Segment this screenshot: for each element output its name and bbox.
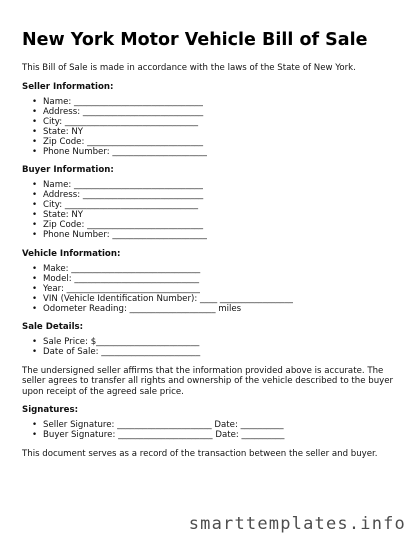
bullet-icon: • (32, 273, 38, 284)
seller-phone-field: • Phone Number: ______________________ (32, 146, 207, 157)
seller-name-field: • Name: ______________________________ (32, 97, 203, 107)
buyer-phone-field: • Phone Number: ______________________ (32, 229, 207, 240)
bullet-icon: • (32, 303, 38, 314)
vehicle-fields (22, 265, 407, 315)
signatures-section-title: Signatures: (22, 404, 79, 415)
bullet-icon: • (32, 263, 38, 274)
buyer-name-field: • Name: ______________________________ (32, 180, 203, 191)
sale-section (22, 322, 407, 358)
bullet-icon: • (32, 136, 38, 147)
buyer-zip-field: • Zip Code: ___________________________ (32, 220, 204, 231)
bullet-icon: • (32, 347, 38, 358)
bullet-icon: • (32, 293, 38, 304)
bullet-icon: • (32, 180, 38, 191)
seller-city-field: • City: _______________________________ (32, 116, 199, 127)
intro-text: This Bill of Sale is made in accordance with the laws of the State of New York. (22, 63, 356, 73)
seller-fields (22, 98, 407, 157)
seller-signature-field: • Seller Signature: ______________________ Date: __________ (32, 419, 284, 430)
bullet-icon: • (32, 97, 38, 107)
buyer-signature-field: • Buyer Signature: ______________________ Date: __________ (32, 429, 285, 440)
vehicle-section (22, 249, 407, 315)
buyer-section-title: Buyer Information: (22, 165, 114, 176)
buyer-address-field: • Address: ____________________________ (32, 190, 204, 201)
vehicle-year-field: • Year: _______________________________ (32, 283, 200, 294)
bullet-icon: • (32, 146, 38, 157)
seller-section-title: Seller Information: (22, 82, 114, 92)
bullet-icon: • (32, 220, 38, 231)
sale-section-title: Sale Details: (22, 322, 84, 333)
sale-fields (22, 338, 407, 358)
signature-fields (22, 421, 407, 441)
affirmation-text: The undersigned seller affirms that the information provided above is accurate. The seller agrees to transfer all rights and ownership of the vehicle described to the buyer upon receipt of the agreed sale price. (22, 366, 394, 397)
vehicle-model-field: • Model: _____________________________ (32, 273, 200, 284)
vehicle-odometer-field: • Odometer Reading: ____________________ miles (32, 303, 242, 314)
bullet-icon: • (32, 210, 38, 221)
bullet-icon: • (32, 429, 38, 440)
bullet-icon: • (32, 283, 38, 294)
vehicle-vin-field: • VIN (Vehicle Identification Number): ____ _________________ (32, 293, 293, 304)
bullet-icon: • (32, 419, 38, 430)
seller-zip-field: • Zip Code: ___________________________ (32, 136, 204, 147)
seller-address-field: • Address: ____________________________ (32, 106, 204, 117)
sale-price-field: • Sale Price: $________________________ (32, 337, 200, 348)
bullet-icon: • (32, 337, 38, 348)
seller-section (22, 82, 407, 157)
vehicle-section-title: Vehicle Information: (22, 248, 121, 259)
watermark: smarttemplates.info (188, 514, 406, 534)
buyer-city-field: • City: _______________________________ (32, 200, 199, 211)
document-title: New York Motor Vehicle Bill of Sale (22, 30, 368, 50)
sale-date-field: • Date of Sale: _______________________ (32, 347, 201, 358)
buyer-state-field: • State: NY (32, 210, 84, 221)
bullet-icon: • (32, 190, 38, 201)
buyer-section (22, 165, 407, 240)
bullet-icon: • (32, 116, 38, 127)
seller-state-field: • State: NY (32, 126, 84, 137)
closing-text: This document serves as a record of the transaction between the seller and buyer. (22, 448, 378, 459)
document-page (22, 30, 407, 459)
bullet-icon: • (32, 229, 38, 240)
bullet-icon: • (32, 106, 38, 117)
buyer-fields (22, 181, 407, 240)
vehicle-make-field: • Make: ______________________________ (32, 263, 201, 274)
bullet-icon: • (32, 200, 38, 211)
bullet-icon: • (32, 126, 38, 137)
signatures-section (22, 405, 407, 441)
